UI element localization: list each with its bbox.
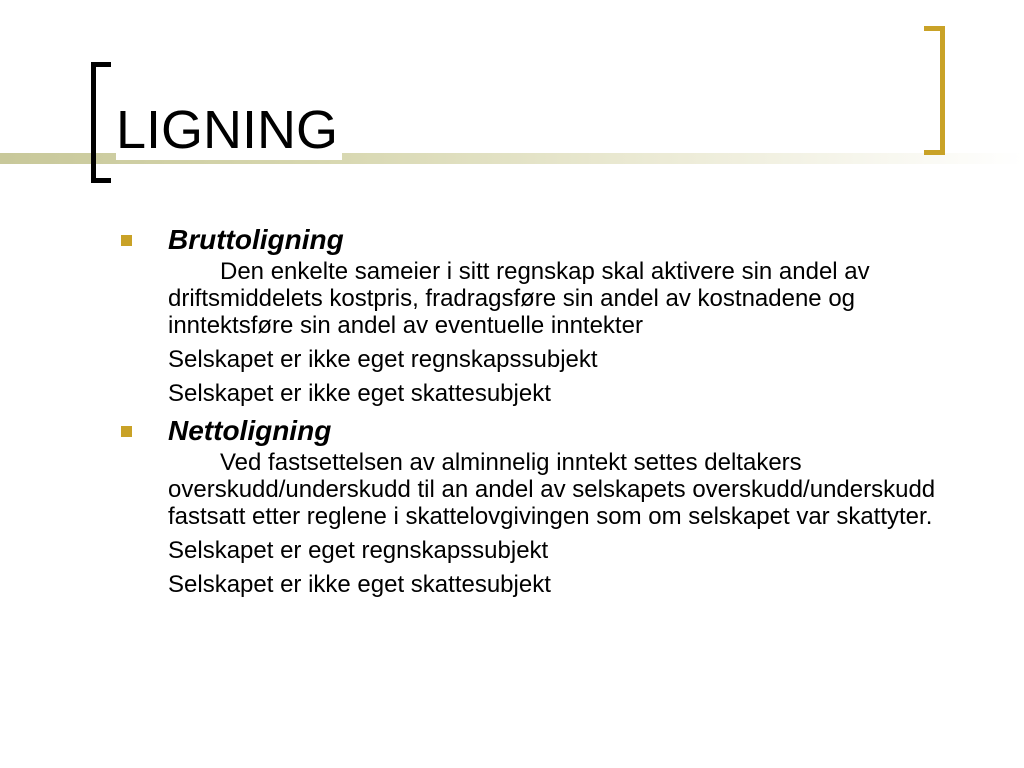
- sub-line: Selskapet er ikke eget skattesubjekt: [168, 380, 551, 407]
- square-bullet-icon: [121, 426, 132, 437]
- sub-line: Selskapet er eget regnskapssubjekt: [168, 537, 549, 564]
- bullet-heading: Nettoligning: [168, 415, 332, 446]
- paragraph-text: Ved fastsettelsen av alminnelig inntekt settes deltakers overskudd/underskudd til an andel av selskapets overskudd/underskudd fastsatt etter reglene i skattelovgivingen som om selskapet var skattyter.: [168, 449, 936, 530]
- bullet-item-nettoligning: [118, 413, 968, 449]
- bullet-paragraph: [168, 258, 968, 339]
- bullet-heading: Bruttoligning: [168, 224, 344, 255]
- bullet-paragraph: [168, 449, 968, 530]
- slide-title: LIGNING: [116, 100, 342, 160]
- bullet-item-bruttoligning: [118, 222, 968, 258]
- paragraph-text: Den enkelte sameier i sitt regnskap skal aktivere sin andel av driftsmiddelets kostpris, fradragsføre sin andel av kostnadene og inntektsføre sin andel av eventuelle inntekter: [168, 258, 870, 339]
- square-bullet-icon: [121, 235, 132, 246]
- right-bracket-decoration: [924, 26, 945, 155]
- sub-line: Selskapet er ikke eget regnskapssubjekt: [168, 346, 598, 373]
- left-bracket-decoration: [91, 62, 111, 183]
- slide-content: [118, 222, 968, 598]
- sub-line: Selskapet er ikke eget skattesubjekt: [168, 571, 551, 598]
